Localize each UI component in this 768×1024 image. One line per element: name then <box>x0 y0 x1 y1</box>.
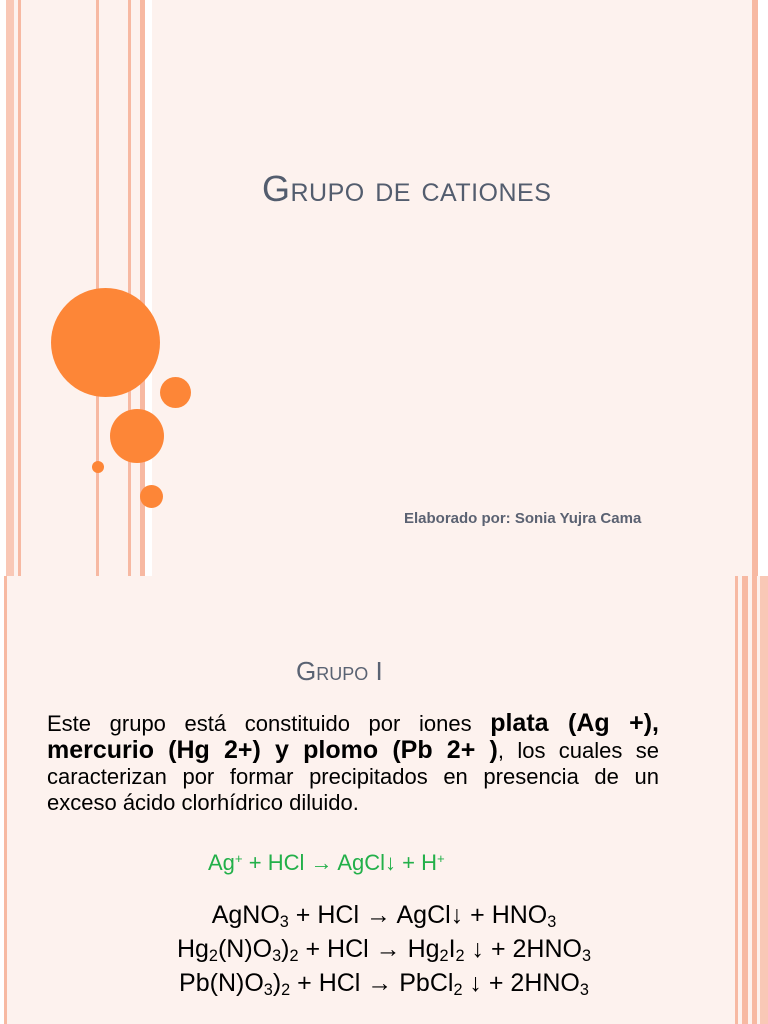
equation-mercury <box>0 932 768 966</box>
author-credit: Elaborado por: Sonia Yujra Cama <box>404 510 642 527</box>
eq-term: + HCl → AgCl↓ + H <box>242 850 438 875</box>
eq-term: ↓ + 2HNO <box>462 969 580 997</box>
eq-subscript: 2 <box>453 981 463 1000</box>
decorative-stripe <box>18 0 21 576</box>
eq-term: Hg <box>176 935 209 963</box>
equation-silver <box>0 898 768 932</box>
description-paragraph <box>47 710 659 816</box>
tiny-orange-circle <box>92 461 104 473</box>
eq-term: ) <box>281 935 290 963</box>
eq-term: + HCl → AgCl↓ + HNO <box>288 901 548 929</box>
reaction-equations <box>0 898 768 1000</box>
eq-subscript: 3 <box>272 947 282 966</box>
eq-term: ↓ + 2HNO <box>464 935 582 963</box>
eq-subscript: 3 <box>579 981 589 1000</box>
eq-subscript: 3 <box>279 913 289 932</box>
equation-lead <box>0 966 768 1000</box>
slide-title: Grupo de cationes <box>262 168 552 209</box>
eq-charge: + <box>234 850 243 866</box>
paragraph-ions: plata (Ag +), mercurio (Hg 2+) y plomo (Pb 2+ ) <box>47 709 659 764</box>
eq-term: ) <box>272 969 282 997</box>
decorative-stripe <box>128 0 131 576</box>
eq-term: AgNO <box>211 901 280 929</box>
eq-subscript: 2 <box>208 947 218 966</box>
eq-term: Ag <box>208 850 235 875</box>
eq-charge: + <box>437 850 445 866</box>
eq-subscript: 2 <box>281 981 291 1000</box>
small-orange-circle <box>160 377 191 408</box>
eq-subscript: 2 <box>289 947 299 966</box>
decorative-stripe <box>758 0 768 576</box>
eq-subscript: 3 <box>263 981 273 1000</box>
medium-orange-circle <box>110 409 164 463</box>
eq-term: + HCl → Hg <box>298 935 440 963</box>
eq-term: + HCl → PbCl <box>290 969 454 997</box>
eq-subscript: 2 <box>439 947 449 966</box>
slide-title: Grupo I <box>296 656 383 686</box>
eq-subscript: 3 <box>582 947 592 966</box>
eq-term: I <box>448 935 456 963</box>
decorative-stripe <box>6 0 14 576</box>
eq-subscript: 2 <box>455 947 465 966</box>
paragraph-rest: , los cuales se caracterizan por formar precipitados en presencia de un exceso ácido clorhídrico diluido. <box>47 738 659 815</box>
eq-subscript: 3 <box>547 913 557 932</box>
content-slide <box>0 576 768 1024</box>
eq-term: Pb(N)O <box>179 969 264 997</box>
small-orange-circle <box>140 485 163 508</box>
eq-term: (N)O <box>217 935 273 963</box>
paragraph-intro: Este grupo está constituido por iones <box>47 711 491 736</box>
large-orange-circle <box>51 288 160 397</box>
general-reaction <box>208 850 445 876</box>
